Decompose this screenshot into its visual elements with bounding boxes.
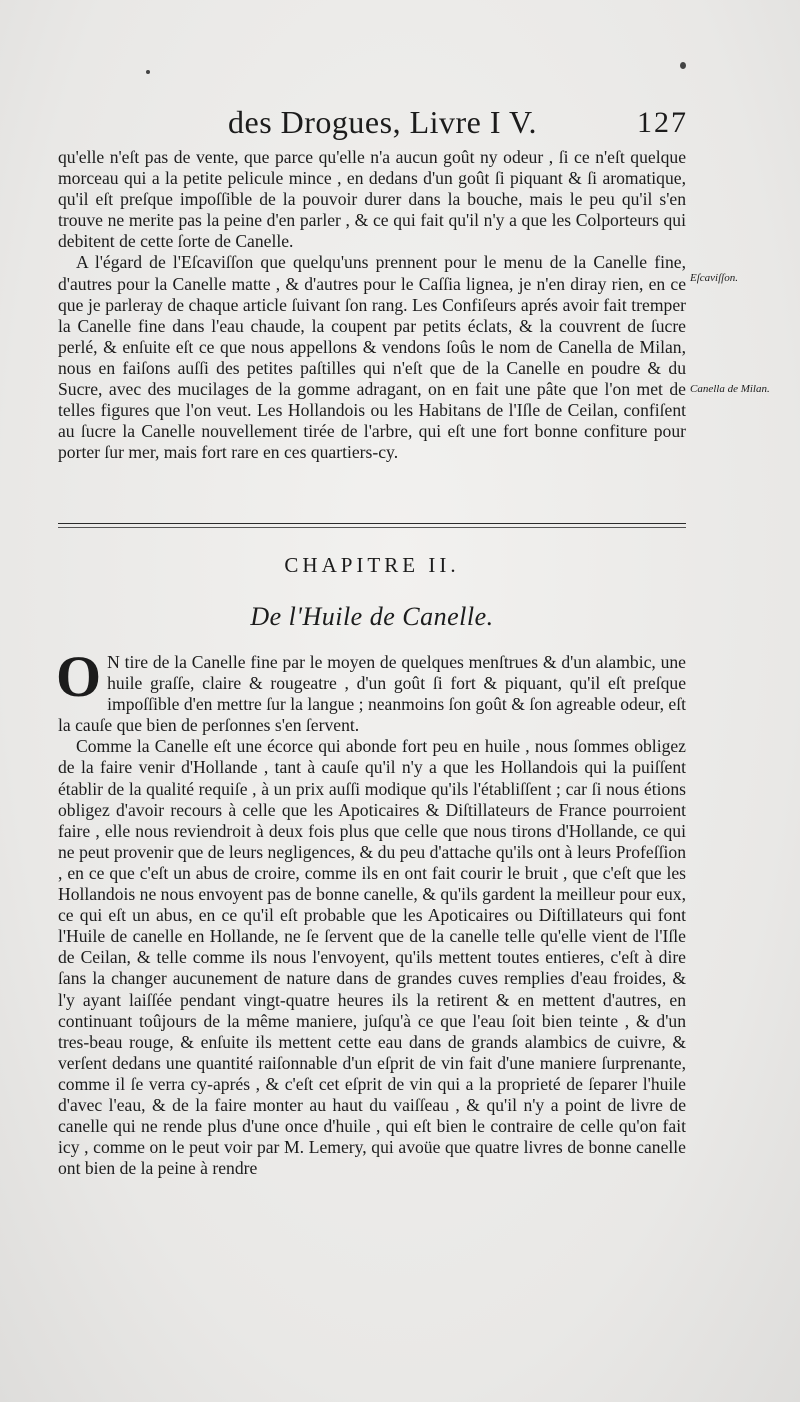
paragraph-hollande: Comme la Canelle eſt une écorce qui abonde fort peu en huile , nous ſommes obligez de la faire venir d'Hollande , tant à cauſe qu'il n'y a que les Hollandois qui la puiſſent établir de la qualité requiſe , à un prix auſſi modique qu'ils l'établiſſent ; car ſi nous étions obligez d'avoir recours à celle que les Apoticaires & Diſtillateurs de France pourroient faire , elle nous reviendroit à deux fois plus que celle que nous tirons d'Hollande, ce qui ne peut provenir que de leurs negligences, & du peu d'attache qu'ils ont à leurs Profeſſion , en ce que c'eſt un abus de croire, comme ils en ont fait courir le bruit , que c'eſt que les Hollandois ne nous envoyent pas de bonne canelle, & qu'ils gardent la meilleur pour eux, ce qui eſt un abus, en ce qu'il eſt probable que les Apoticaires ou Diſtillateurs qui font l'Huile de canelle en Hollande, ne ſe ſervent que de la canelle telle qu'elle vient de l'Iſle de Ceilan, & telle comme ils nous l'envoyent, qu'ils mettent toutes entieres, c'eſt à dire ſans la changer aucunement de nature dans de grandes cuves remplies d'eau froides, & l'y ayant laiſſée pendant vingt-quatre heures ils la retirent & en mettent d'autres, en continuant toûjours de la même maniere, juſqu'à ce que l'eau ſoit bien teinte , & d'un tres-beau rouge, & enſuite ils mettent cette eau dans de grands alambics de cuivre, & verſent dedans une quantité raiſonnable d'un eſprit de vin fait d'une maniere ſurprenante, comme il ſe verra cy-aprés , & c'eſt cet eſprit de vin qui a la proprieté de ſeparer l'huile d'avec l'eau, & de la faire monter au haut du vaiſſeau , & qu'il n'y a point de livre de canelle qui ne rende plus d'une once d'huile , qui eſt bien le contraire de celle qu'on fait icy , comme on le peut voir par M. Lemery, qui avoüe que quatre livres de bonne canelle ont bien de la peine à rendre [58, 736, 686, 1179]
chapter-subtitle: De l'Huile de Canelle. [250, 602, 494, 631]
paragraph-huile-intro [56, 644, 686, 736]
margin-note-escavisson: Eſcaviſſon. [690, 272, 738, 284]
margin-note-canella-de-milan: Canella de Milan. [690, 383, 770, 395]
page-number: 127 [637, 106, 688, 139]
section-divider [58, 523, 686, 524]
running-head-title: des Drogues, Livre I V. [228, 104, 537, 140]
paragraph-huile-intro-text: N tire de la Canelle fine par le moyen de quelques menſtrues & d'un alambic, une huile graſſe, claire & rougeatre , d'un goût ſi fort & piquant, qu'il eſt preſque impoſſible d'en mettre ſur la langue ; neanmoins ſon goût & ſon agreable odeur, eſt la cauſe que bien de perſonnes s'en ſervent. [58, 652, 686, 736]
page-speck [146, 70, 150, 74]
section-1-text [58, 147, 686, 463]
drop-cap: O [56, 644, 102, 709]
running-head [58, 104, 688, 148]
section-2-text [56, 644, 686, 1179]
page-speck [680, 62, 686, 69]
paragraph-escavisson: A l'égard de l'Eſcaviſſon que quelqu'uns prennent pour le menu de la Canelle fine, d'autres pour la Canelle matte , & d'autres pour le Caſſia lignea, je n'en diray rien, en ce que je parleray de chaque article ſuivant ſon rang. Les Confiſeurs aprés avoir fait tremper la Canelle fine dans l'eau chaude, la coupent par petits éclats, & la couvrent de ſucre perlé, & enſuite eſt ce que nous appellons & vendons ſoûs le nom de Canella de Milan, nous en faiſons auſſi des petites paſtilles qui n'eſt que de la Canelle en poudre & du Sucre, avec des mucilages de la gomme adragant, on en fait une pâte que l'on met de telles figures que l'on veut. Les Hollandois ou les Habitans de l'Iſle de Ceilan, confiſent au ſucre la Canelle nouvellement tirée de l'arbre, qui eſt une fort bonne confiture pour porter ſur mer, mais fort rare en ces quartiers-cy. [58, 252, 686, 463]
section-divider-thin [58, 527, 686, 528]
chapter-heading: CHAPITRE II. [284, 553, 460, 577]
paragraph-continuation: qu'elle n'eſt pas de vente, que parce qu'elle n'a aucun goût ny odeur , ſi ce n'eſt quelque morceau qui a la petite pelicule mince , en dedans d'un goût ſi piquant & ſi aromatique, qu'il eſt preſque impoſſible de la pouvoir durer dans la bouche, mais le peu qu'il s'en trouve ne merite pas la peine d'en parler , & ce qui fait qu'il n'y a que les Colporteurs qui debitent de cette ſorte de Canelle. [58, 147, 686, 252]
